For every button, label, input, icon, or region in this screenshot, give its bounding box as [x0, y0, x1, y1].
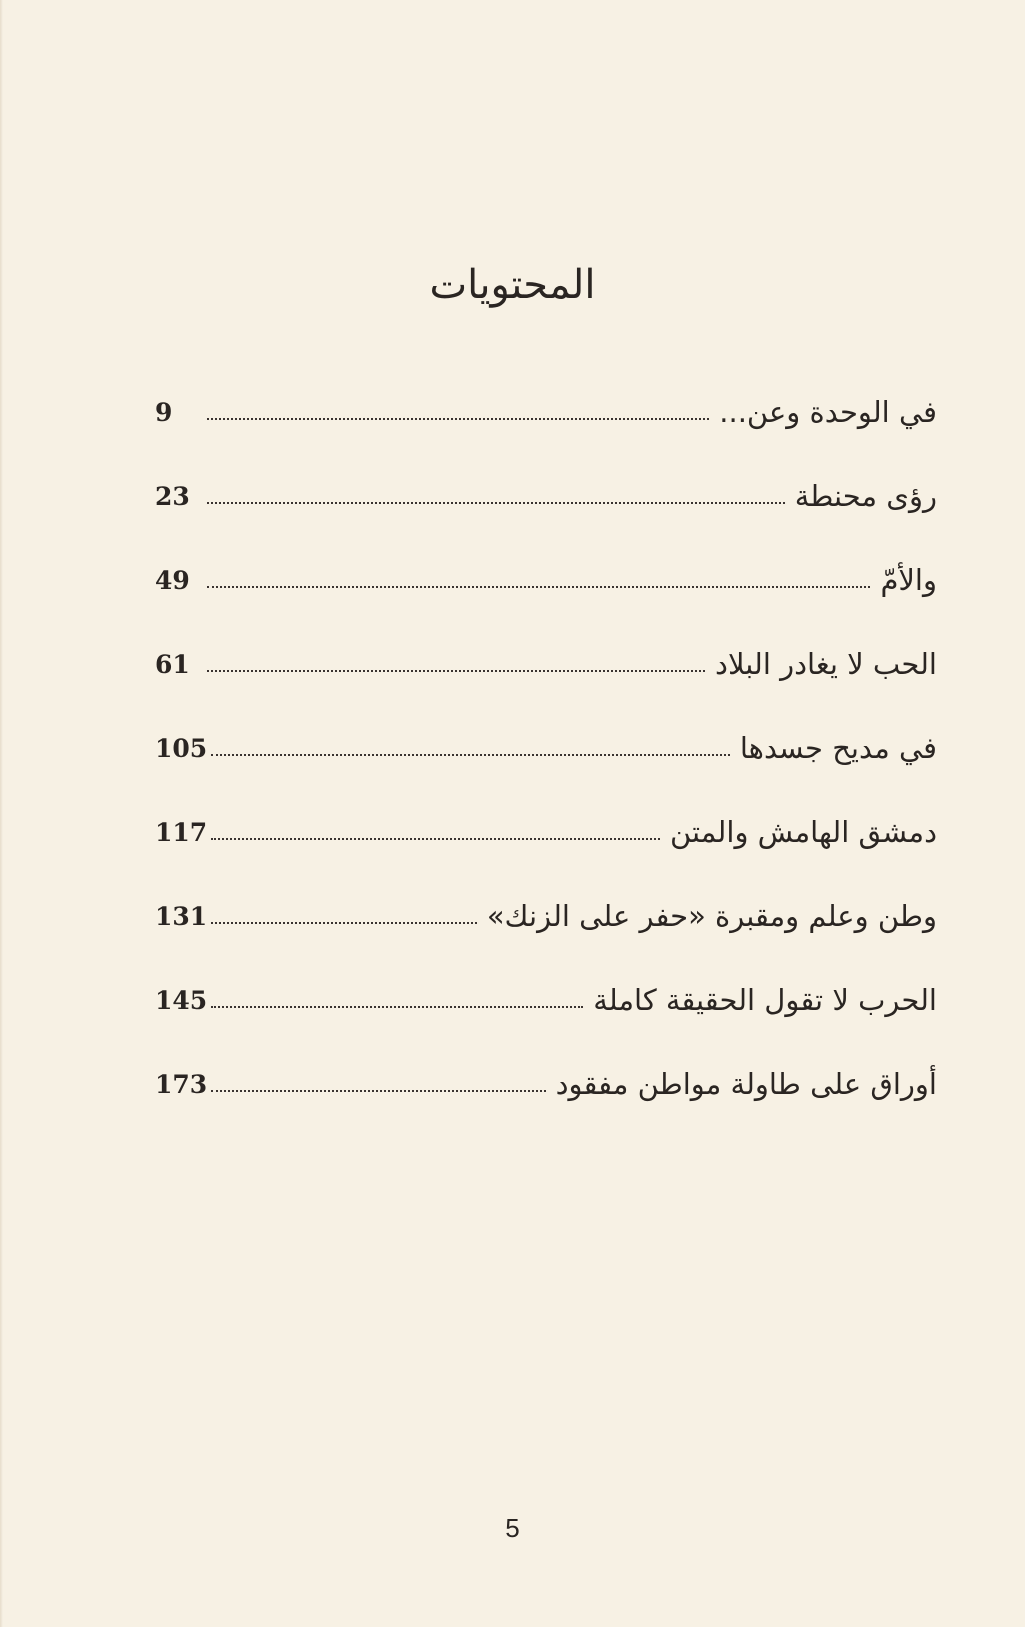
- dot-leader: [207, 586, 870, 588]
- toc-entry: [155, 370, 937, 454]
- toc-entry-page: 105: [155, 733, 208, 763]
- toc-entry-title: في مديح جسدها: [739, 731, 937, 765]
- dot-leader: [211, 1006, 583, 1008]
- table-of-contents: [155, 370, 937, 1126]
- dot-leader: [207, 670, 705, 672]
- toc-entry-page: 23: [155, 481, 190, 511]
- toc-entry-page: 173: [155, 1069, 208, 1099]
- dot-leader: [211, 1090, 545, 1092]
- toc-entry: [155, 706, 937, 790]
- toc-entry: [155, 1042, 937, 1126]
- toc-entry-title: وطن وعلم ومقبرة «حفر على الزنك»: [486, 899, 937, 933]
- page-number: 5: [505, 1513, 520, 1543]
- toc-entry-title: الحب لا يغادر البلاد: [715, 647, 937, 681]
- toc-entry-title: أوراق على طاولة مواطن مفقود: [555, 1067, 937, 1101]
- toc-entry: [155, 538, 937, 622]
- toc-entry-title: دمشق الهامش والمتن: [669, 815, 937, 849]
- dot-leader: [211, 754, 730, 756]
- page-edge: [0, 0, 3, 1627]
- toc-entry: [155, 958, 937, 1042]
- toc-entry-page: 61: [155, 649, 190, 679]
- toc-entry-page: 117: [155, 817, 208, 847]
- dot-leader: [211, 922, 477, 924]
- toc-entry: [155, 454, 937, 538]
- toc-entry-title: والأمّ: [880, 563, 937, 597]
- toc-entry-page: 9: [155, 397, 173, 427]
- toc-entry-title: رؤى محنطة: [794, 479, 937, 513]
- toc-entry: [155, 622, 937, 706]
- toc-entry-page: 145: [155, 985, 208, 1015]
- toc-entry-page: 49: [155, 565, 190, 595]
- dot-leader: [211, 838, 660, 840]
- toc-entry: [155, 790, 937, 874]
- toc-entry-title: الحرب لا تقول الحقيقة كاملة: [593, 983, 937, 1017]
- dot-leader: [207, 418, 709, 420]
- page-title: المحتويات: [429, 262, 596, 308]
- toc-entry-page: 131: [155, 901, 208, 931]
- toc-entry: [155, 874, 937, 958]
- toc-entry-title: في الوحدة وعن...: [719, 395, 937, 429]
- dot-leader: [207, 502, 785, 504]
